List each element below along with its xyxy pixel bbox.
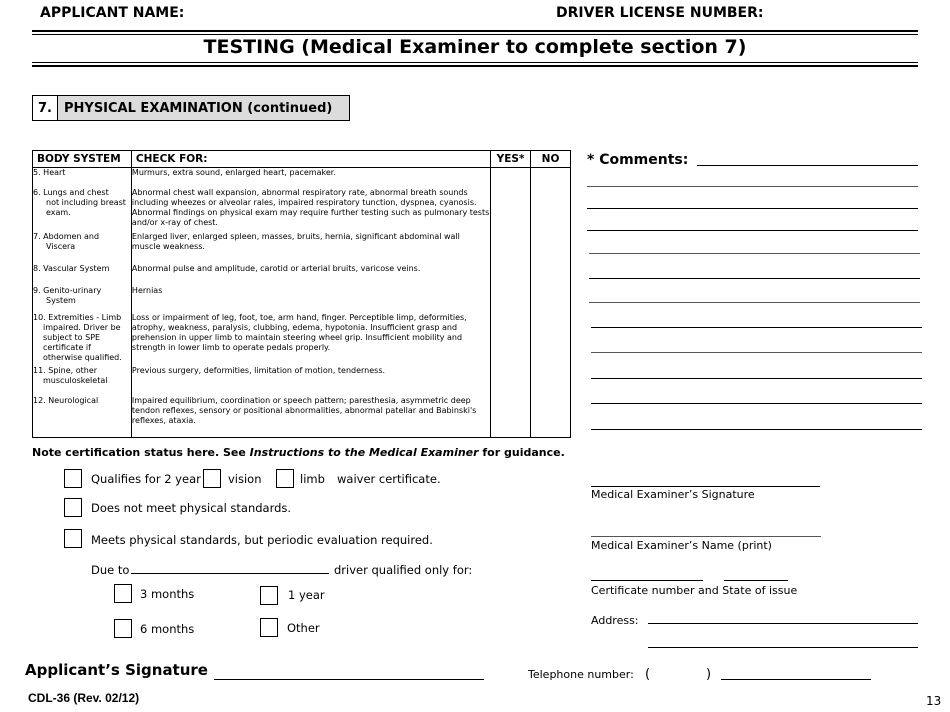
body-system-name-cont: impaired. Driver be subject to SPE certificate if otherwise qualified. [43, 322, 122, 362]
address-line-2[interactable] [648, 647, 918, 648]
comments-line[interactable] [591, 327, 922, 328]
examiner-name-line[interactable] [591, 536, 821, 537]
certificate-state-line[interactable] [724, 580, 788, 581]
table-row [33, 168, 571, 188]
limb-label: limb [300, 472, 325, 486]
6-months-label: 6 months [140, 622, 195, 636]
3-months-checkbox[interactable] [114, 584, 132, 603]
address-label: Address: [591, 614, 639, 627]
examiner-signature-label: Medical Examiner’s Signature [591, 488, 755, 501]
header-rule-bottom-thin [32, 62, 918, 63]
yes-cell[interactable] [491, 188, 531, 232]
col-header-no: NO [531, 151, 571, 168]
comments-line[interactable] [591, 352, 922, 353]
comments-line[interactable] [591, 429, 922, 430]
comments-line[interactable] [591, 378, 922, 379]
physical-exam-table [32, 150, 571, 438]
page-number: 13 [926, 694, 942, 708]
section-number: 7. [33, 96, 58, 120]
section-heading [32, 95, 350, 121]
body-system-cell [33, 396, 132, 438]
telephone-label: Telephone number: [528, 668, 634, 681]
body-system-cell [33, 313, 132, 366]
due-to-label: Due to [91, 563, 130, 577]
comments-line[interactable] [589, 302, 920, 303]
body-system-name-cont: not including breast exam. [46, 197, 126, 217]
table-row [33, 396, 571, 438]
col-header-yes: YES* [491, 151, 531, 168]
check-for-cell: Impaired equilibrium, coordination or speech pattern; paresthesia, asymmetric deep tendon reflexes, sensory or positional abnormalities, abnormal patellar and Babinski's reflexes, ataxia. [131, 396, 490, 438]
table-row [33, 232, 571, 264]
table-header-row [33, 151, 571, 168]
vision-checkbox[interactable] [203, 469, 221, 488]
yes-cell[interactable] [491, 264, 531, 286]
other-checkbox[interactable] [260, 618, 278, 637]
check-for-cell: Loss or impairment of leg, foot, toe, arm hand, finger. Perceptible limp, deformities, atrophy, weakness, paralysis, clubbing, edema, hypotonia. Insufficient grasp and prehension in upper limb to maintain steering wheel grip. Insufficient mobility and strength in lower limb to operate pedals properly. [131, 313, 490, 366]
body-system-cell [33, 188, 132, 232]
comments-line[interactable] [697, 165, 918, 166]
1-year-label: 1 year [288, 588, 325, 602]
page-title: TESTING (Medical Examiner to complete section 7) [203, 36, 747, 58]
check-for-cell: Abnormal pulse and amplitude, carotid or arterial bruits, varicose veins. [131, 264, 490, 286]
no-cell[interactable] [531, 168, 571, 188]
body-system-name: 5. Heart [33, 168, 66, 177]
body-system-cell [33, 366, 132, 396]
body-system-name-cont: musculoskeletal [43, 375, 108, 385]
comments-line[interactable] [587, 186, 918, 187]
table-row [33, 264, 571, 286]
col-header-check-for: CHECK FOR: [131, 151, 490, 168]
examiner-signature-line[interactable] [591, 486, 820, 487]
table-row [33, 188, 571, 232]
limb-checkbox[interactable] [276, 469, 294, 488]
6-months-checkbox[interactable] [114, 619, 132, 638]
body-system-cell [33, 168, 132, 188]
body-system-name: 9. Genito-urinary [33, 285, 102, 295]
body-system-name: 8. Vascular System [33, 263, 110, 273]
certificate-number-line[interactable] [591, 580, 703, 581]
applicant-signature-label: Applicant’s Signature [25, 661, 208, 679]
yes-cell[interactable] [491, 396, 531, 438]
section-label: PHYSICAL EXAMINATION (continued) [58, 96, 349, 120]
body-system-cell [33, 264, 132, 286]
table-row [33, 286, 571, 313]
meets-periodic-checkbox[interactable] [64, 529, 82, 548]
body-system-cell [33, 286, 132, 313]
comments-line[interactable] [589, 253, 920, 254]
does-not-meet-checkbox[interactable] [64, 498, 82, 517]
yes-cell[interactable] [491, 313, 531, 366]
no-cell[interactable] [531, 264, 571, 286]
check-for-cell: Murmurs, extra sound, enlarged heart, pacemaker. [131, 168, 490, 188]
does-not-meet-label: Does not meet physical standards. [91, 501, 292, 515]
body-system-name-cont: Viscera [46, 241, 76, 251]
col-header-body-system: BODY SYSTEM [33, 151, 132, 168]
comments-line[interactable] [589, 278, 920, 279]
yes-cell[interactable] [491, 168, 531, 188]
form-id: CDL-36 (Rev. 02/12) [28, 691, 140, 705]
telephone-paren-close: ) [706, 667, 712, 682]
3-months-label: 3 months [140, 587, 195, 601]
examiner-name-label: Medical Examiner’s Name (print) [591, 539, 772, 552]
comments-line[interactable] [587, 230, 918, 231]
check-for-cell: Previous surgery, deformities, limitation of motion, tenderness. [131, 366, 490, 396]
yes-cell[interactable] [491, 232, 531, 264]
applicant-name-label: APPLICANT NAME: [40, 5, 185, 21]
body-system-cell [33, 232, 132, 264]
comments-line[interactable] [591, 403, 922, 404]
comments-line[interactable] [587, 208, 918, 209]
body-system-name: 10. Extremities - Limb [33, 312, 122, 322]
driver-license-number-label: DRIVER LICENSE NUMBER: [556, 5, 764, 21]
body-system-name-cont: System [46, 295, 76, 305]
header-rule-bottom [32, 65, 918, 67]
meets-periodic-label: Meets physical standards, but periodic evaluation required. [91, 533, 433, 547]
driver-qualified-label: driver qualified only for: [334, 563, 473, 577]
other-label: Other [287, 621, 320, 635]
qualifies-2-year-label: Qualifies for 2 year [91, 472, 201, 486]
body-system-name: 12. Neurological [33, 395, 99, 405]
header-rule-top [32, 30, 918, 32]
note-text-italic: Instructions to the Medical Examiner [249, 446, 479, 459]
no-cell[interactable] [531, 286, 571, 313]
body-system-name: 11. Spine, other [33, 365, 98, 375]
check-for-cell: Hernias [131, 286, 490, 313]
note-text-pre: Note certification status here. See [32, 446, 250, 459]
1-year-checkbox[interactable] [260, 586, 278, 605]
no-cell[interactable] [531, 366, 571, 396]
certificate-number-label: Certificate number and State of issue [591, 584, 798, 597]
no-cell[interactable] [531, 313, 571, 366]
applicant-signature-line[interactable] [214, 679, 484, 680]
waiver-certificate-label: waiver certificate. [337, 472, 441, 486]
check-for-cell: Enlarged liver, enlarged spleen, masses, bruits, hernia, significant abdominal wall muscle weakness. [131, 232, 490, 264]
table-row [33, 366, 571, 396]
qualifies-2-year-checkbox[interactable] [64, 469, 82, 488]
no-cell[interactable] [531, 188, 571, 232]
body-system-name: 7. Abdomen and [33, 231, 100, 241]
telephone-line[interactable] [721, 679, 871, 680]
due-to-line[interactable] [131, 573, 329, 574]
vision-label: vision [228, 472, 262, 486]
yes-cell[interactable] [491, 286, 531, 313]
address-line-1[interactable] [648, 623, 918, 624]
no-cell[interactable] [531, 232, 571, 264]
yes-cell[interactable] [491, 366, 531, 396]
comments-label: * Comments: [587, 152, 689, 168]
note-text-post: for guidance. [478, 446, 565, 459]
table-row [33, 313, 571, 366]
telephone-paren-open: ( [645, 667, 651, 682]
body-system-name: 6. Lungs and chest [33, 187, 109, 197]
header-rule-top-thin [32, 34, 918, 35]
check-for-cell: Abnormal chest wall expansion, abnormal respiratory rate, abnormal breath sounds including wheezes or alveolar rales, impaired respiratory tunction, dyspnea, cyanosis. Abnormal findings on physical exam may require further testing such as pulmonary tests and/or x-ray of chest. [131, 188, 490, 232]
no-cell[interactable] [531, 396, 571, 438]
certification-note [32, 446, 565, 459]
